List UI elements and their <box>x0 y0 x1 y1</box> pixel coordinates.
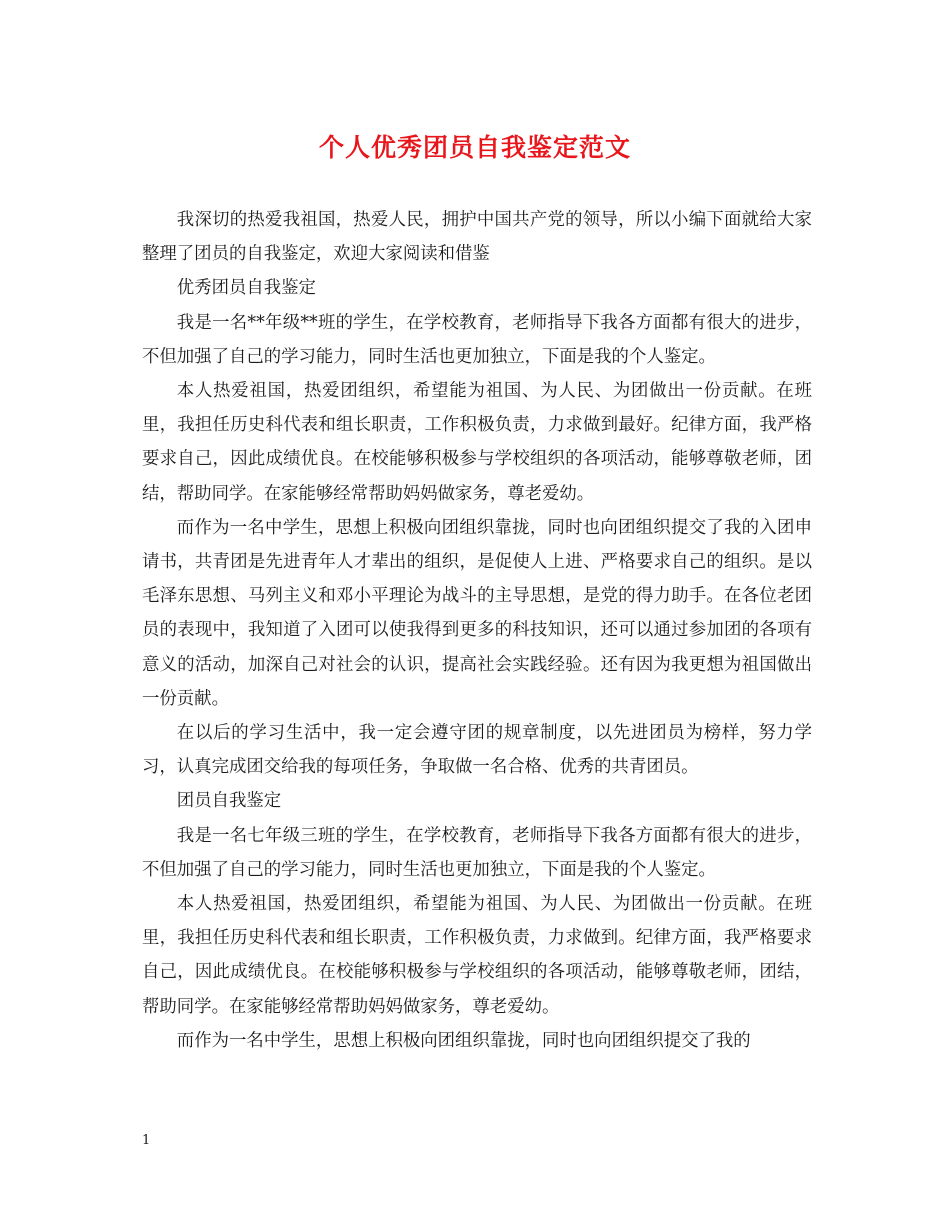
paragraph: 而作为一名中学生，思想上积极向团组织靠拢，同时也向团组织提交了我的 <box>176 1030 751 1051</box>
paragraph: 本人热爱祖国，热爱团组织，希望能为祖国、为人民、为团做出一份贡献。在班里，我担任历史科代表和组长职责，工作积极负责，力求做到最好。纪律方面，我严格要求自己，因此成绩优良。在校能够积极参与学校组织的各项活动，能够尊敬老师，团结，帮助同学。在家能够经常帮助妈妈做家务，尊老爱幼。 <box>142 381 812 504</box>
paragraph: 本人热爱祖国，热爱团组织，希望能为祖国、为人民、为团做出一份贡献。在班里，我担任历史科代表和组长职责，工作积极负责，力求做到。纪律方面，我严格要求自己，因此成绩优良。在校能够积极参与学校组织的各项活动，能够尊敬老师，团结，帮助同学。在家能够经常帮助妈妈做家务，尊老爱幼。 <box>142 894 812 1017</box>
paragraph: 而作为一名中学生，思想上积极向团组织靠拢，同时也向团组织提交了我的入团申请书，共青团是先进青年人才辈出的组织，是促使人上进、严格要求自己的组织。是以毛泽东思想、马列主义和邓小平理论为战斗的主导思想，是党的得力助手。在各位老团员的表现中，我知道了入团可以使我得到更多的科技知识，还可以通过参加团的各项有意义的活动，加深自己对社会的认识，提高社会实践经验。还有因为我更想为祖国做出一份贡献。 <box>142 517 812 709</box>
page-number: 1 <box>142 1133 151 1148</box>
section-heading-member-self-assessment: 团员自我鉴定 <box>176 791 282 812</box>
section-heading-excellent-member: 优秀团员自我鉴定 <box>176 278 316 299</box>
document-title: 个人优秀团员自我鉴定范文 <box>318 133 631 162</box>
paragraph: 我是一名七年级三班的学生，在学校教育，老师指导下我各方面都有很大的进步，不但加强了自己的学习能力，同时生活也更加独立，下面是我的个人鉴定。 <box>142 825 812 880</box>
paragraph: 在以后的学习生活中，我一定会遵守团的规章制度，以先进团员为榜样，努力学习，认真完成团交给我的每项任务，争取做一名合格、优秀的共青团员。 <box>142 723 812 778</box>
paragraph-intro: 我深切的热爱我祖国，热爱人民，拥护中国共产党的领导，所以小编下面就给大家整理了团员的自我鉴定，欢迎大家阅读和借鉴 <box>142 210 812 265</box>
document-body <box>142 203 812 1058</box>
paragraph: 我是一名**年级**班的学生，在学校教育，老师指导下我各方面都有很大的进步，不但加强了自己的学习能力，同时生活也更加独立，下面是我的个人鉴定。 <box>142 312 812 367</box>
